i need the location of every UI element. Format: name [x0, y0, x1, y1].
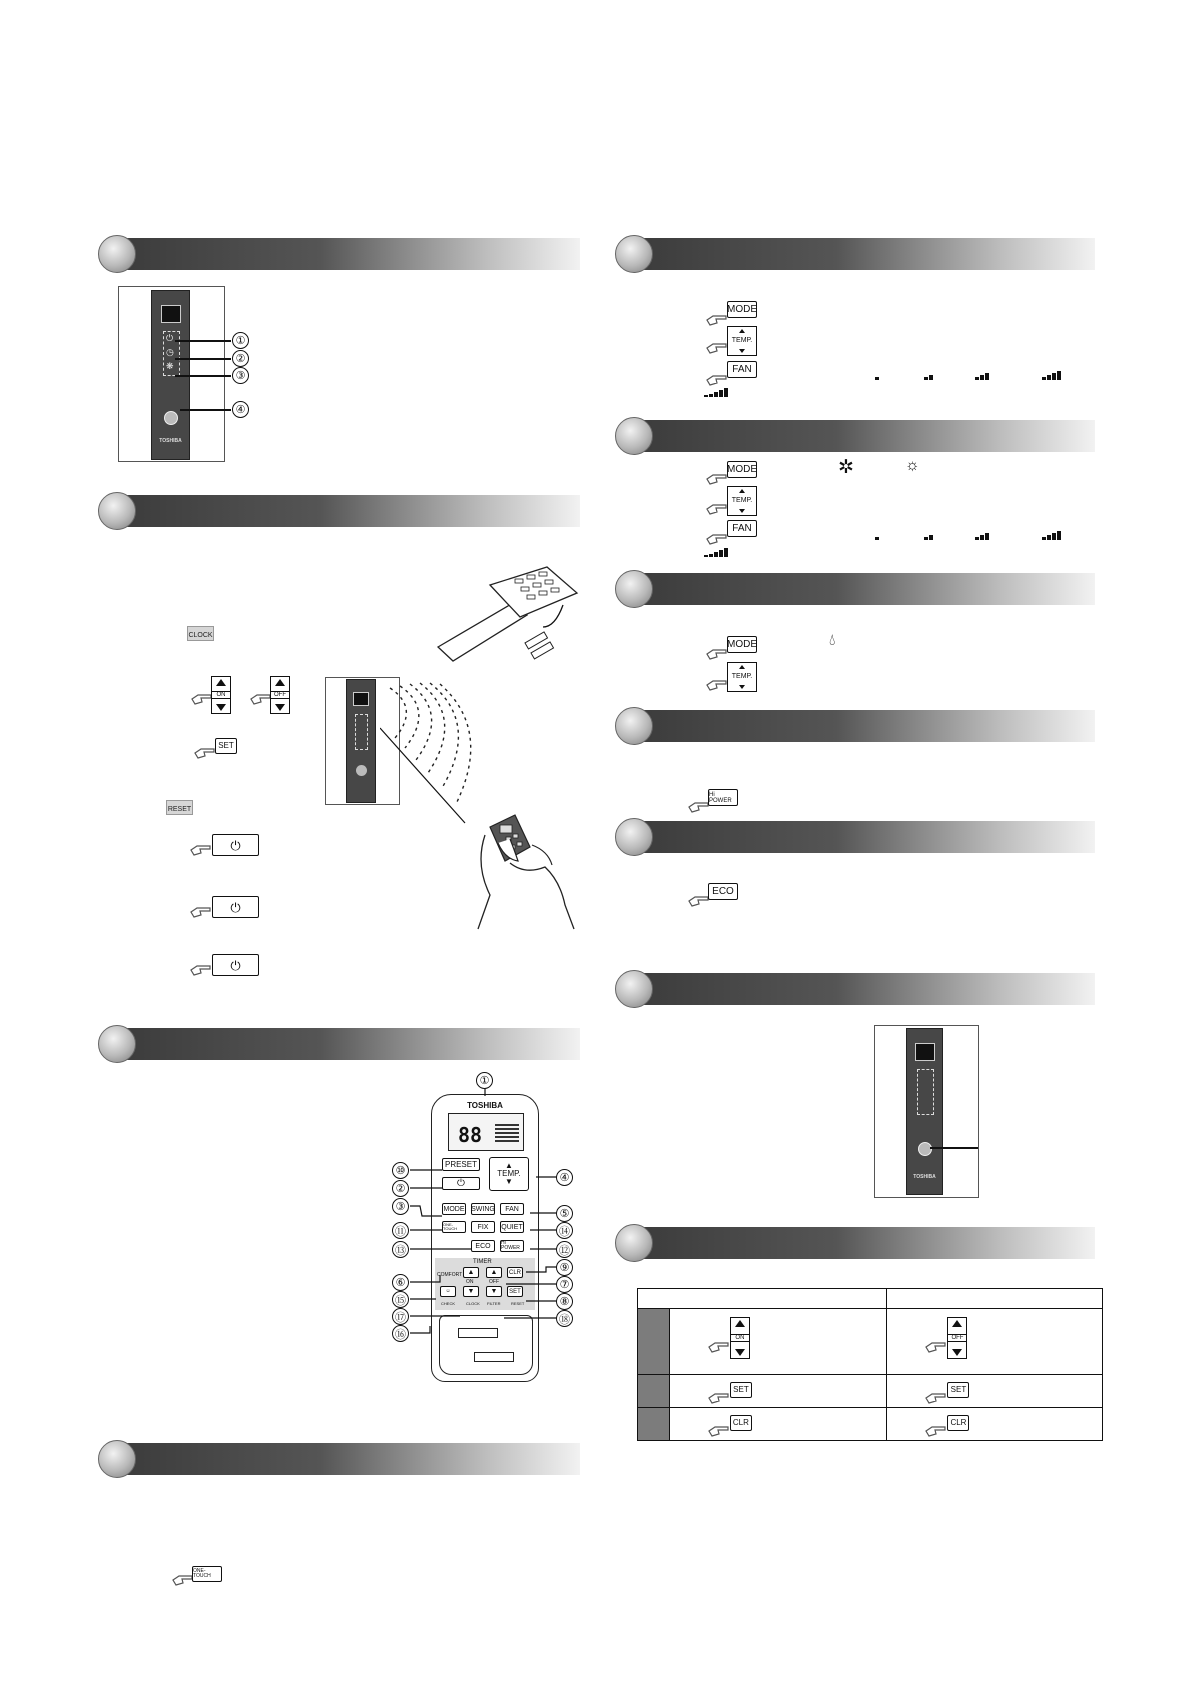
section-header-6 — [625, 420, 1095, 452]
remote-fan-button[interactable]: FAN — [500, 1203, 524, 1215]
remote-brand: TOSHIBA — [467, 1101, 503, 1110]
fan-level-icon-1 — [875, 531, 879, 540]
panel-receiver-icon — [918, 1142, 932, 1156]
section-header-11 — [625, 1227, 1095, 1259]
panel-display-window — [353, 692, 369, 706]
remote-off-down-button[interactable]: ▼ — [486, 1286, 502, 1297]
fan-level-icon-4 — [1042, 371, 1061, 380]
hand-pointer-icon — [708, 1339, 730, 1353]
fan-level-icon-3 — [975, 531, 989, 540]
hand-pointer-icon — [688, 893, 710, 907]
hand-pointer-icon — [688, 799, 710, 813]
power-icon: ⏻ — [230, 837, 241, 853]
cool-gear-icon: ✲ — [838, 457, 854, 478]
hi-power-button[interactable]: Hi POWER — [708, 789, 738, 806]
hand-pointer-icon — [706, 372, 728, 386]
remote-lcd-digits: 88 — [458, 1123, 483, 1147]
section-header-9 — [625, 821, 1095, 853]
temp-button[interactable]: TEMP. — [727, 326, 757, 356]
timer-table-header-right — [887, 1289, 1103, 1309]
temp-button[interactable]: TEMP. — [727, 662, 757, 692]
hand-pointer-icon — [706, 646, 728, 660]
callout-1: ① — [232, 332, 249, 349]
callout-leader-3 — [175, 375, 231, 377]
timer-icon: ◷ — [166, 347, 174, 357]
panel-display-window — [161, 305, 181, 323]
section-header-8 — [625, 710, 1095, 742]
remote-callout-11: ⑪ — [392, 1222, 409, 1239]
remote-callout-18: ⑱ — [556, 1310, 573, 1327]
remote-clr-button[interactable]: CLR — [507, 1267, 523, 1278]
remote-callout-14: ⑭ — [556, 1222, 573, 1239]
power-button[interactable] — [212, 954, 259, 976]
remote-callout-7: ⑦ — [556, 1276, 573, 1293]
timer-step-3-marker — [638, 1408, 670, 1441]
indoor-panel-body-2 — [346, 679, 376, 803]
section-number-badge-6 — [615, 417, 653, 455]
fan-level-icon-5 — [704, 548, 728, 557]
section-header-7 — [625, 573, 1095, 605]
panel-brand: TOSHIBA — [913, 1174, 936, 1180]
remote-callout-4: ④ — [556, 1169, 573, 1186]
remote-callout-9: ⑨ — [556, 1259, 573, 1276]
remote-callout-1: ① — [476, 1072, 493, 1089]
callout-leader-2 — [175, 358, 231, 360]
section-number-badge-5 — [615, 235, 653, 273]
set-button[interactable]: SET — [215, 738, 237, 754]
power-icon: ⏻ — [230, 899, 241, 915]
remote-set-button[interactable]: SET — [507, 1286, 523, 1297]
callout-4: ④ — [232, 401, 249, 418]
fan-button[interactable]: FAN — [727, 520, 757, 537]
hand-pointer-icon — [191, 691, 213, 705]
timer-step-1-marker — [638, 1309, 670, 1375]
temp-down-icon: ▼ — [505, 1177, 513, 1186]
fan-button[interactable]: FAN — [727, 361, 757, 378]
clr-button[interactable]: CLR — [730, 1415, 752, 1431]
hand-pointer-icon — [925, 1423, 947, 1437]
fan-level-icon-1 — [875, 371, 879, 380]
callout-3: ③ — [232, 367, 249, 384]
section-number-badge-4 — [98, 1440, 136, 1478]
remote-fix-button[interactable]: FIX — [471, 1221, 495, 1233]
section-number-badge-10 — [615, 970, 653, 1008]
mode-button[interactable]: MODE — [727, 636, 757, 653]
section-header-1 — [108, 238, 580, 270]
power-icon: ⏻ — [166, 333, 174, 343]
battery-insertion-illustration — [435, 565, 580, 675]
remote-callout-6: ⑥ — [392, 1274, 409, 1291]
remote-callout-12: ⑫ — [556, 1241, 573, 1258]
timer-step-1-off-cell — [887, 1309, 1103, 1375]
remote-callout-17: ⑰ — [392, 1308, 409, 1325]
section-number-badge-8 — [615, 707, 653, 745]
timer-step-2-marker — [638, 1375, 670, 1408]
fan-level-icon-4 — [1042, 531, 1061, 540]
panel-indicator-group — [917, 1069, 934, 1115]
remote-hi-power-button[interactable]: Hi POWER — [500, 1240, 524, 1252]
panel-indicator-group — [163, 331, 180, 376]
panel-indicator-group — [355, 714, 368, 750]
remote-on-down-button[interactable]: ▼ — [463, 1286, 479, 1297]
hand-pointer-icon — [925, 1390, 947, 1404]
power-icon: ⏻ — [457, 1177, 465, 1189]
section-number-badge-3 — [98, 1025, 136, 1063]
mode-button[interactable]: MODE — [727, 461, 757, 478]
remote-on-up-button[interactable]: ▲ — [463, 1267, 479, 1278]
section-number-badge-7 — [615, 570, 653, 608]
hand-pointer-icon — [706, 531, 728, 545]
section-header-5 — [625, 238, 1095, 270]
clock-button[interactable]: CLOCK — [187, 626, 214, 641]
fan-level-icon-2 — [924, 531, 933, 540]
hand-pointer-icon — [925, 1339, 947, 1353]
off-time-stepper[interactable]: OFF — [270, 676, 290, 714]
hand-pointer-icon — [190, 962, 212, 976]
on-time-stepper[interactable]: ON — [730, 1317, 750, 1359]
section-header-10 — [625, 973, 1095, 1005]
section-header-3 — [108, 1028, 580, 1060]
hand-pointer-icon — [708, 1423, 730, 1437]
eco-button[interactable]: ECO — [708, 883, 738, 900]
panel-display-window — [915, 1043, 935, 1061]
dry-drop-icon: 💧︎ — [829, 632, 836, 649]
section-number-badge-11 — [615, 1224, 653, 1262]
remote-comfort-button[interactable]: ☺ — [440, 1286, 456, 1297]
remote-timer-area: TIMER COMFORT ▲ ▲ CLR ON OFF ☺ ▼ ▼ SET CHECK CLOCK FILTER RESET — [435, 1258, 535, 1310]
section-number-badge-9 — [615, 818, 653, 856]
remote-callout-8: ⑧ — [556, 1293, 573, 1310]
callout-2: ② — [232, 350, 249, 367]
hand-pointer-icon — [190, 904, 212, 918]
remote-callout-3: ③ — [392, 1198, 409, 1215]
temp-up-icon: ▲ — [505, 1161, 513, 1170]
remote-callout-leaders — [400, 1080, 570, 1340]
pure-icon: ❋ — [166, 361, 174, 371]
heat-sun-icon: ☼ — [905, 457, 920, 474]
battery-2 — [474, 1352, 514, 1362]
hand-pointer-icon — [706, 340, 728, 354]
hands-with-remote-illustration — [470, 805, 582, 931]
set-button[interactable]: SET — [730, 1382, 752, 1398]
timer-step-2-on-cell — [669, 1375, 887, 1408]
timer-step-2-off-cell — [887, 1375, 1103, 1408]
timer-step-3-on-cell — [669, 1408, 887, 1441]
clr-button[interactable]: CLR — [947, 1415, 969, 1431]
on-time-stepper[interactable]: ON — [211, 676, 231, 714]
timer-step-1-on-cell — [669, 1309, 887, 1375]
remote-callout-16: ⑯ — [392, 1325, 409, 1342]
callout-leader-4 — [180, 409, 231, 411]
hand-pointer-icon — [706, 677, 728, 691]
panel-brand: TOSHIBA — [159, 438, 182, 444]
remote-callout-10: ⑩ — [392, 1162, 409, 1179]
section-header-2 — [108, 495, 580, 527]
timer-table — [637, 1288, 1103, 1441]
fan-level-icon-5 — [704, 388, 728, 397]
remote-swing-button[interactable]: SWING — [471, 1203, 495, 1215]
power-button[interactable] — [212, 834, 259, 856]
power-button[interactable] — [212, 896, 259, 918]
one-touch-button[interactable]: ONE-TOUCH — [192, 1566, 222, 1582]
hand-pointer-icon — [190, 842, 212, 856]
indoor-panel-body-3 — [906, 1028, 943, 1195]
remote-mode-button[interactable]: MODE — [442, 1203, 466, 1215]
temporary-button-leader — [930, 1147, 978, 1149]
hand-pointer-icon — [706, 471, 728, 485]
set-button[interactable]: SET — [947, 1382, 969, 1398]
remote-quiet-button[interactable]: QUIET — [500, 1221, 524, 1233]
fan-level-icon-3 — [975, 371, 989, 380]
section-number-badge-2 — [98, 492, 136, 530]
panel-receiver-icon — [164, 411, 178, 425]
reset-button[interactable]: RESET — [166, 800, 193, 815]
remote-callout-15: ⑮ — [392, 1291, 409, 1308]
section-header-4 — [108, 1443, 580, 1475]
panel-receiver-icon — [356, 765, 367, 776]
timer-step-3-off-cell — [887, 1408, 1103, 1441]
remote-callout-2: ② — [392, 1180, 409, 1197]
remote-callout-5: ⑤ — [556, 1205, 573, 1222]
hand-pointer-icon — [250, 691, 272, 705]
section-number-badge-1 — [98, 235, 136, 273]
hand-pointer-icon — [708, 1390, 730, 1404]
hand-pointer-icon — [194, 745, 216, 759]
temp-button[interactable]: TEMP. — [727, 486, 757, 516]
off-time-stepper[interactable]: OFF — [947, 1317, 967, 1359]
hand-pointer-icon — [706, 501, 728, 515]
hand-pointer-icon — [706, 312, 728, 326]
remote-one-touch-button[interactable]: ONE-TOUCH — [442, 1221, 466, 1233]
mode-button[interactable]: MODE — [727, 301, 757, 318]
remote-off-up-button[interactable]: ▲ — [486, 1267, 502, 1278]
remote-callout-13: ⑬ — [392, 1241, 409, 1258]
hand-pointer-icon — [172, 1572, 194, 1586]
remote-eco-button[interactable]: ECO — [471, 1240, 495, 1252]
remote-preset-button[interactable]: PRESET — [442, 1158, 480, 1171]
remote-temp-button[interactable]: ▲ TEMP. ▼ — [489, 1157, 529, 1191]
callout-leader-1 — [175, 340, 231, 342]
timer-table-header-left — [638, 1289, 887, 1309]
power-icon: ⏻ — [230, 957, 241, 973]
fan-level-icon-2 — [924, 371, 933, 380]
